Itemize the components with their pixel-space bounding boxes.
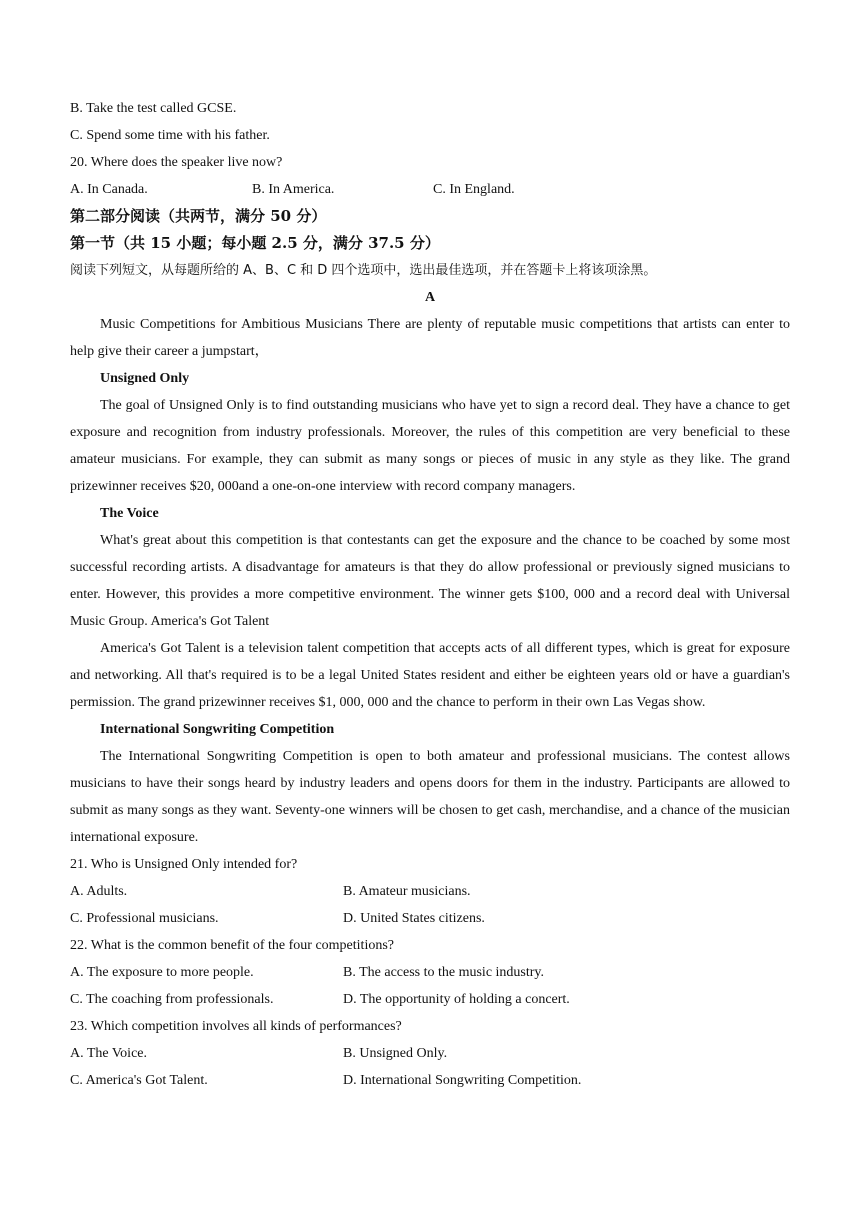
q22-options-row1 (70, 959, 790, 986)
q21-stem: 21. Who is Unsigned Only intended for? (70, 857, 298, 872)
q21-option-d: D. United States citizens. (343, 911, 485, 926)
q23-options-row1 (70, 1040, 790, 1067)
section-heading-the-voice: The Voice (100, 506, 159, 521)
q19-option-c: C. Spend some time with his father. (70, 128, 270, 143)
q20-options (70, 176, 790, 203)
section-heading-songwriting: International Songwriting Competition (100, 722, 335, 737)
q21-options-row1 (70, 878, 790, 905)
q21-options-row2 (70, 905, 790, 932)
section-text-songwriting: The International Songwriting Competition is open to both amateur and professional musicians. The contest allows musicians to have their songs heard by industry leaders and opens doors for them in the industry. Participants are allowed to submit as many songs as they want. Seventy-one winners will be chosen to get cash, merchandise, and a chance of the musician international exposure. (70, 749, 790, 845)
q21-option-b: B. Amateur musicians. (343, 884, 471, 899)
section1-title: 第一节（共 15 小题；每小题 2.5 分，满分 37.5 分） (70, 234, 440, 252)
q22-option-c: C. The coaching from professionals. (70, 992, 274, 1007)
q22-stem: 22. What is the common benefit of the four competitions? (70, 938, 394, 953)
q20-stem: 20. Where does the speaker live now? (70, 155, 283, 170)
instructions: 阅读下列短文，从每题所给的 A、B、C 和 D 四个选项中，选出最佳选项，并在答题卡上将该项涂黑。 (70, 263, 657, 278)
q20-option-b: B. In America. (252, 182, 335, 197)
part2-title: 第二部分阅读（共两节，满分 50 分） (70, 207, 327, 225)
q23-options-row2 (70, 1067, 790, 1094)
q22-options-row2 (70, 986, 790, 1013)
q22-option-d: D. The opportunity of holding a concert. (343, 992, 570, 1007)
q23-option-c: C. America's Got Talent. (70, 1073, 208, 1088)
q21-option-a: A. Adults. (70, 884, 128, 899)
q23-option-d: D. International Songwriting Competition. (343, 1073, 582, 1088)
q23-option-a: A. The Voice. (70, 1046, 147, 1061)
passage-label: A (424, 290, 436, 305)
section-text-unsigned-only: The goal of Unsigned Only is to find outstanding musicians who have yet to sign a record deal. They have a chance to get exposure and recognition from industry professionals. Moreover, the rules of this competition are very beneficial to these amateur musicians. For example, they can submit as many songs or pieces of music in any style as they like. The grand prizewinner receives $20, 000and a one-on-one interview with record company managers. (70, 398, 790, 494)
q22-option-b: B. The access to the music industry. (343, 965, 545, 980)
q19-option-b: B. Take the test called GCSE. (70, 101, 237, 116)
q20-option-a: A. In Canada. (70, 182, 148, 197)
q23-stem: 23. Which competition involves all kinds of performances? (70, 1019, 402, 1034)
passage-intro: Music Competitions for Ambitious Musicians There are plenty of reputable music competitions that artists can enter to help give their career a jumpstart， (70, 317, 790, 359)
q22-option-a: A. The exposure to more people. (70, 965, 254, 980)
q20-option-c: C. In England. (433, 182, 515, 197)
section-heading-unsigned-only: Unsigned Only (100, 371, 190, 386)
q23-option-b: B. Unsigned Only. (343, 1046, 448, 1061)
exam-page (70, 95, 790, 1094)
q21-option-c: C. Professional musicians. (70, 911, 219, 926)
section-text-americas-got-talent: America's Got Talent is a television talent competition that accepts acts of all different types, which is great for exposure and networking. All that's required is to be a legal United States resident and either be eighteen years old or have a guardian's permission. The grand prizewinner receives $1, 000, 000 and the chance to perform in their own Las Vegas show. (70, 641, 790, 710)
section-text-the-voice: What's great about this competition is that contestants can get the exposure and the chance to be coached by some most successful recording artists. A disadvantage for amateurs is that they do allow professional or previously signed musicians to enter. However, this provides a more competitive environment. The winner gets $100, 000 and a record deal with Universal Music Group. America's Got Talent (70, 533, 790, 629)
